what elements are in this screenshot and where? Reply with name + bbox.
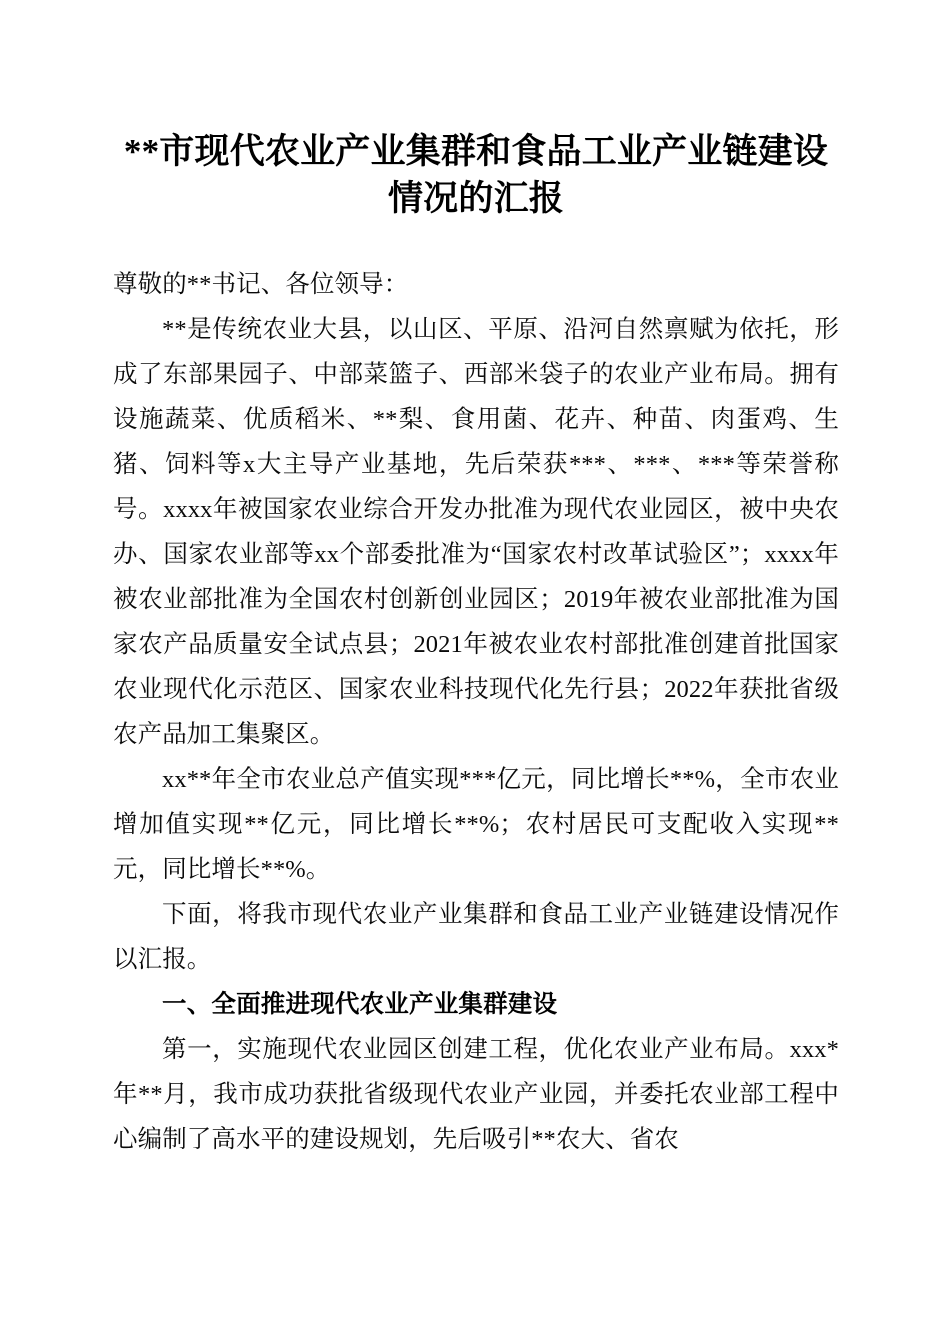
paragraph-overview: **是传统农业大县，以山区、平原、沿河自然禀赋为依托，形成了东部果园子、中部菜篮子、西部米袋子的农业产业布局。拥有设施蔬菜、优质稻米、**梨、食用菌、花卉、种苗、肉蛋鸡、生猪、饲料等x大主导产业基地，先后荣获***、***、***等荣誉称号。xxxx年被国家农业综合开发办批准为现代农业园区，被中央农办、国家农业部等xx个部委批准为“国家农村改革试验区”；xxxx年被农业部批准为全国农村创新创业园区；2019年被农业部批准为国家农产品质量安全试点县；2021年被农业农村部批准创建首批国家农业现代化示范区、国家农业科技现代化先行县；2022年获批省级农产品加工集聚区。: [113, 316, 839, 748]
paragraph-section-one-first: 第一，实施现代农业园区创建工程，优化农业产业布局。xxx*年**月，我市成功获批省级现代农业产业园，并委托农业部工程中心编制了高水平的建设规划，先后吸引**农大、省农: [113, 1036, 839, 1153]
document-content: [113, 0, 839, 1162]
document-body: [113, 262, 839, 1162]
salutation-line: 尊敬的**书记、各位领导：: [113, 271, 409, 298]
section-heading-one: 一、全面推进现代农业产业集群建设: [162, 991, 558, 1018]
page-title: **市现代农业产业集群和食品工业产业链建设情况的汇报: [123, 132, 829, 218]
paragraph-transition: 下面，将我市现代农业产业集群和食品工业产业链建设情况作以汇报。: [113, 901, 839, 973]
paragraph-statistics: xx**年全市农业总产值实现***亿元，同比增长**%，全市农业增加值实现**亿元，同比增长**%；农村居民可支配收入实现**元，同比增长**%。: [113, 766, 839, 883]
